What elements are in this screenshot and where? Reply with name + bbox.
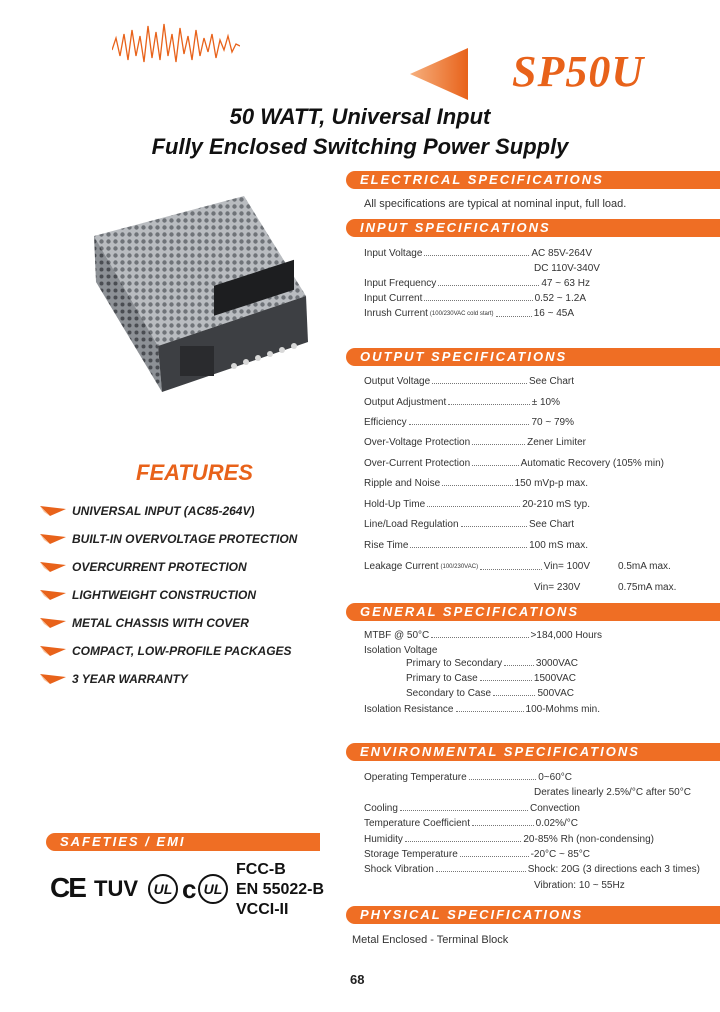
spec-label: Rise Time (364, 540, 409, 551)
title-line-1: 50 WATT, Universal Input (229, 104, 491, 129)
spec-label: Isolation Resistance (364, 704, 454, 715)
safeties-heading: SAFETIES / EMI (46, 833, 320, 851)
input-heading: INPUT SPECIFICATIONS (346, 219, 720, 237)
spec-label: Operating Temperature (364, 772, 467, 783)
spec-label: Hold-Up Time (364, 499, 426, 510)
spec-row (364, 803, 580, 814)
spec-value: 0.52 ~ 1.2A (534, 293, 586, 304)
spec-value: -20°C ~ 85°C (530, 849, 590, 860)
spec-label: Input Voltage (364, 248, 423, 259)
spec-label: Input Frequency (364, 278, 437, 289)
electrical-note: All specifications are typical at nominal input, full load. (364, 198, 627, 210)
spec-row (364, 248, 592, 259)
spec-value: 0.02%/°C (535, 818, 578, 829)
spec-row (364, 437, 586, 448)
physical-heading: PHYSICAL SPECIFICATIONS (346, 906, 720, 924)
spec-label: Leakage Current (364, 561, 439, 572)
spec-label: Over-Current Protection (364, 458, 471, 469)
arrow-bullet-icon (40, 562, 66, 572)
arrow-bullet-icon (40, 590, 66, 600)
title-line-2: Fully Enclosed Switching Power Supply (151, 134, 569, 159)
spec-row (364, 704, 600, 715)
spec-row (364, 864, 700, 875)
environmental-heading: ENVIRONMENTAL SPECIFICATIONS (346, 743, 720, 761)
spec-value: 3000VAC (535, 658, 578, 669)
spec-row (364, 397, 560, 408)
spec-row (406, 673, 576, 684)
spec-value: 1500VAC (533, 673, 576, 684)
spec-label: Primary to Secondary (406, 658, 503, 669)
spec-row (406, 658, 578, 669)
features-title: FEATURES (136, 460, 253, 485)
spec-sublabel: (100/230VAC cold start) (429, 311, 494, 317)
spec-label: Temperature Coefficient (364, 818, 470, 829)
feature-item (40, 504, 254, 518)
spec-row (364, 849, 590, 860)
arrow-bullet-icon (40, 534, 66, 544)
feature-item (40, 616, 249, 630)
spec-value: >184,000 Hours (530, 630, 602, 641)
emi-standard: EN 55022-B (236, 881, 325, 898)
output-heading: OUTPUT SPECIFICATIONS (346, 348, 720, 366)
spec-value: Vibration: 10 ~ 55Hz (534, 880, 625, 891)
spec-label: Ripple and Noise (364, 478, 441, 489)
spec-value: 20-85% Rh (non-condensing) (523, 834, 654, 845)
c-mark-logo: c (182, 874, 197, 904)
feature-text: UNIVERSAL INPUT (AC85-264V) (72, 504, 255, 518)
spec-row (364, 478, 588, 489)
spec-label: Shock Vibration (364, 864, 434, 875)
ce-mark-logo: CE (50, 872, 85, 903)
spec-row (364, 834, 654, 845)
ul-logo: UL (148, 874, 178, 904)
spec-row (364, 818, 578, 829)
emi-standards (236, 860, 324, 920)
spec-label: Line/Load Regulation (364, 519, 459, 530)
spec-row (364, 561, 590, 573)
spec-value-secondary: 0.5mA max. (618, 561, 671, 572)
spec-row (364, 540, 588, 551)
spec-value: AC 85V-264V (531, 248, 592, 259)
spec-value: Convection (529, 803, 580, 814)
spec-value: Automatic Recovery (105% min) (520, 458, 664, 469)
spec-row (364, 278, 590, 289)
spec-sublabel: (100/230VAC) (440, 564, 479, 570)
spec-label: Primary to Case (406, 673, 478, 684)
spec-value: See Chart (528, 376, 574, 387)
spec-label: Input Current (364, 293, 423, 304)
spec-row (364, 458, 664, 469)
spec-row (364, 499, 590, 510)
waveform-logo-icon (112, 16, 240, 68)
arrow-bullet-icon (40, 618, 66, 628)
spec-label: Output Adjustment (364, 397, 447, 408)
spec-value: DC 110V-340V (534, 263, 600, 274)
emi-standard: FCC-B (236, 861, 286, 878)
spec-label: Inrush Current (364, 308, 428, 319)
spec-row (364, 293, 586, 304)
spec-value: Vin= 230V (534, 582, 581, 593)
tuv-logo: TUV (94, 876, 138, 901)
spec-value: ± 10% (531, 397, 560, 408)
spec-value: 70 ~ 79% (531, 417, 574, 428)
feature-item (40, 588, 256, 602)
feature-text: OVERCURRENT PROTECTION (72, 560, 247, 574)
spec-label: Output Voltage (364, 376, 431, 387)
spec-row (406, 688, 574, 699)
emi-standard: VCCI-II (236, 901, 289, 918)
spec-row (364, 308, 574, 320)
spec-value: 150 mVp-p max. (514, 478, 588, 489)
feature-text: 3 YEAR WARRANTY (72, 672, 188, 686)
spec-row (364, 376, 574, 387)
triangle-arrow-icon (410, 48, 468, 100)
spec-label: Over-Voltage Protection (364, 437, 471, 448)
feature-item (40, 644, 292, 658)
spec-row (364, 772, 572, 783)
page-number: 68 (350, 972, 365, 987)
feature-text: BUILT-IN OVERVOLTAGE PROTECTION (72, 532, 298, 546)
arrow-bullet-icon (40, 674, 66, 684)
general-heading: GENERAL SPECIFICATIONS (346, 603, 720, 621)
arrow-bullet-icon (40, 506, 66, 516)
spec-value: See Chart (528, 519, 574, 530)
spec-value-secondary: 0.75mA max. (618, 582, 677, 593)
spec-row (364, 417, 574, 428)
spec-row (364, 630, 602, 641)
model-name: SP50U (512, 47, 645, 96)
spec-label: Cooling (364, 803, 398, 814)
spec-label: Isolation Voltage (364, 645, 438, 656)
spec-label: MTBF @ 50°C (364, 630, 430, 641)
cul-logo: UL (198, 874, 228, 904)
spec-row (364, 519, 574, 530)
feature-text: LIGHTWEIGHT CONSTRUCTION (72, 588, 256, 602)
spec-value: 16 ~ 45A (533, 308, 574, 319)
feature-item (40, 532, 297, 546)
physical-text: Metal Enclosed - Terminal Block (352, 934, 509, 946)
feature-item (40, 672, 188, 686)
feature-text: METAL CHASSIS WITH COVER (72, 616, 249, 630)
spec-label: Storage Temperature (364, 849, 458, 860)
spec-value: 47 ~ 63 Hz (541, 278, 590, 289)
spec-value: Shock: 20G (3 directions each 3 times) (527, 864, 700, 875)
spec-value: 100 mS max. (529, 540, 588, 551)
spec-label: Secondary to Case (406, 688, 492, 699)
spec-label: Humidity (364, 834, 403, 845)
spec-value: Zener Limiter (527, 437, 586, 448)
spec-value: Vin= 100V (543, 561, 590, 572)
spec-value: 500VAC (537, 688, 574, 699)
arrow-bullet-icon (40, 646, 66, 656)
electrical-heading: ELECTRICAL SPECIFICATIONS (346, 171, 720, 189)
spec-value: 20-210 mS typ. (522, 499, 590, 510)
spec-value: Derates linearly 2.5%/°C after 50°C (534, 787, 691, 798)
spec-value: 0~60°C (538, 772, 572, 783)
product-photo (84, 196, 312, 394)
feature-text: COMPACT, LOW-PROFILE PACKAGES (72, 644, 292, 658)
spec-label: Efficiency (364, 417, 407, 428)
feature-item (40, 560, 247, 574)
spec-value: 100-Mohms min. (525, 704, 600, 715)
